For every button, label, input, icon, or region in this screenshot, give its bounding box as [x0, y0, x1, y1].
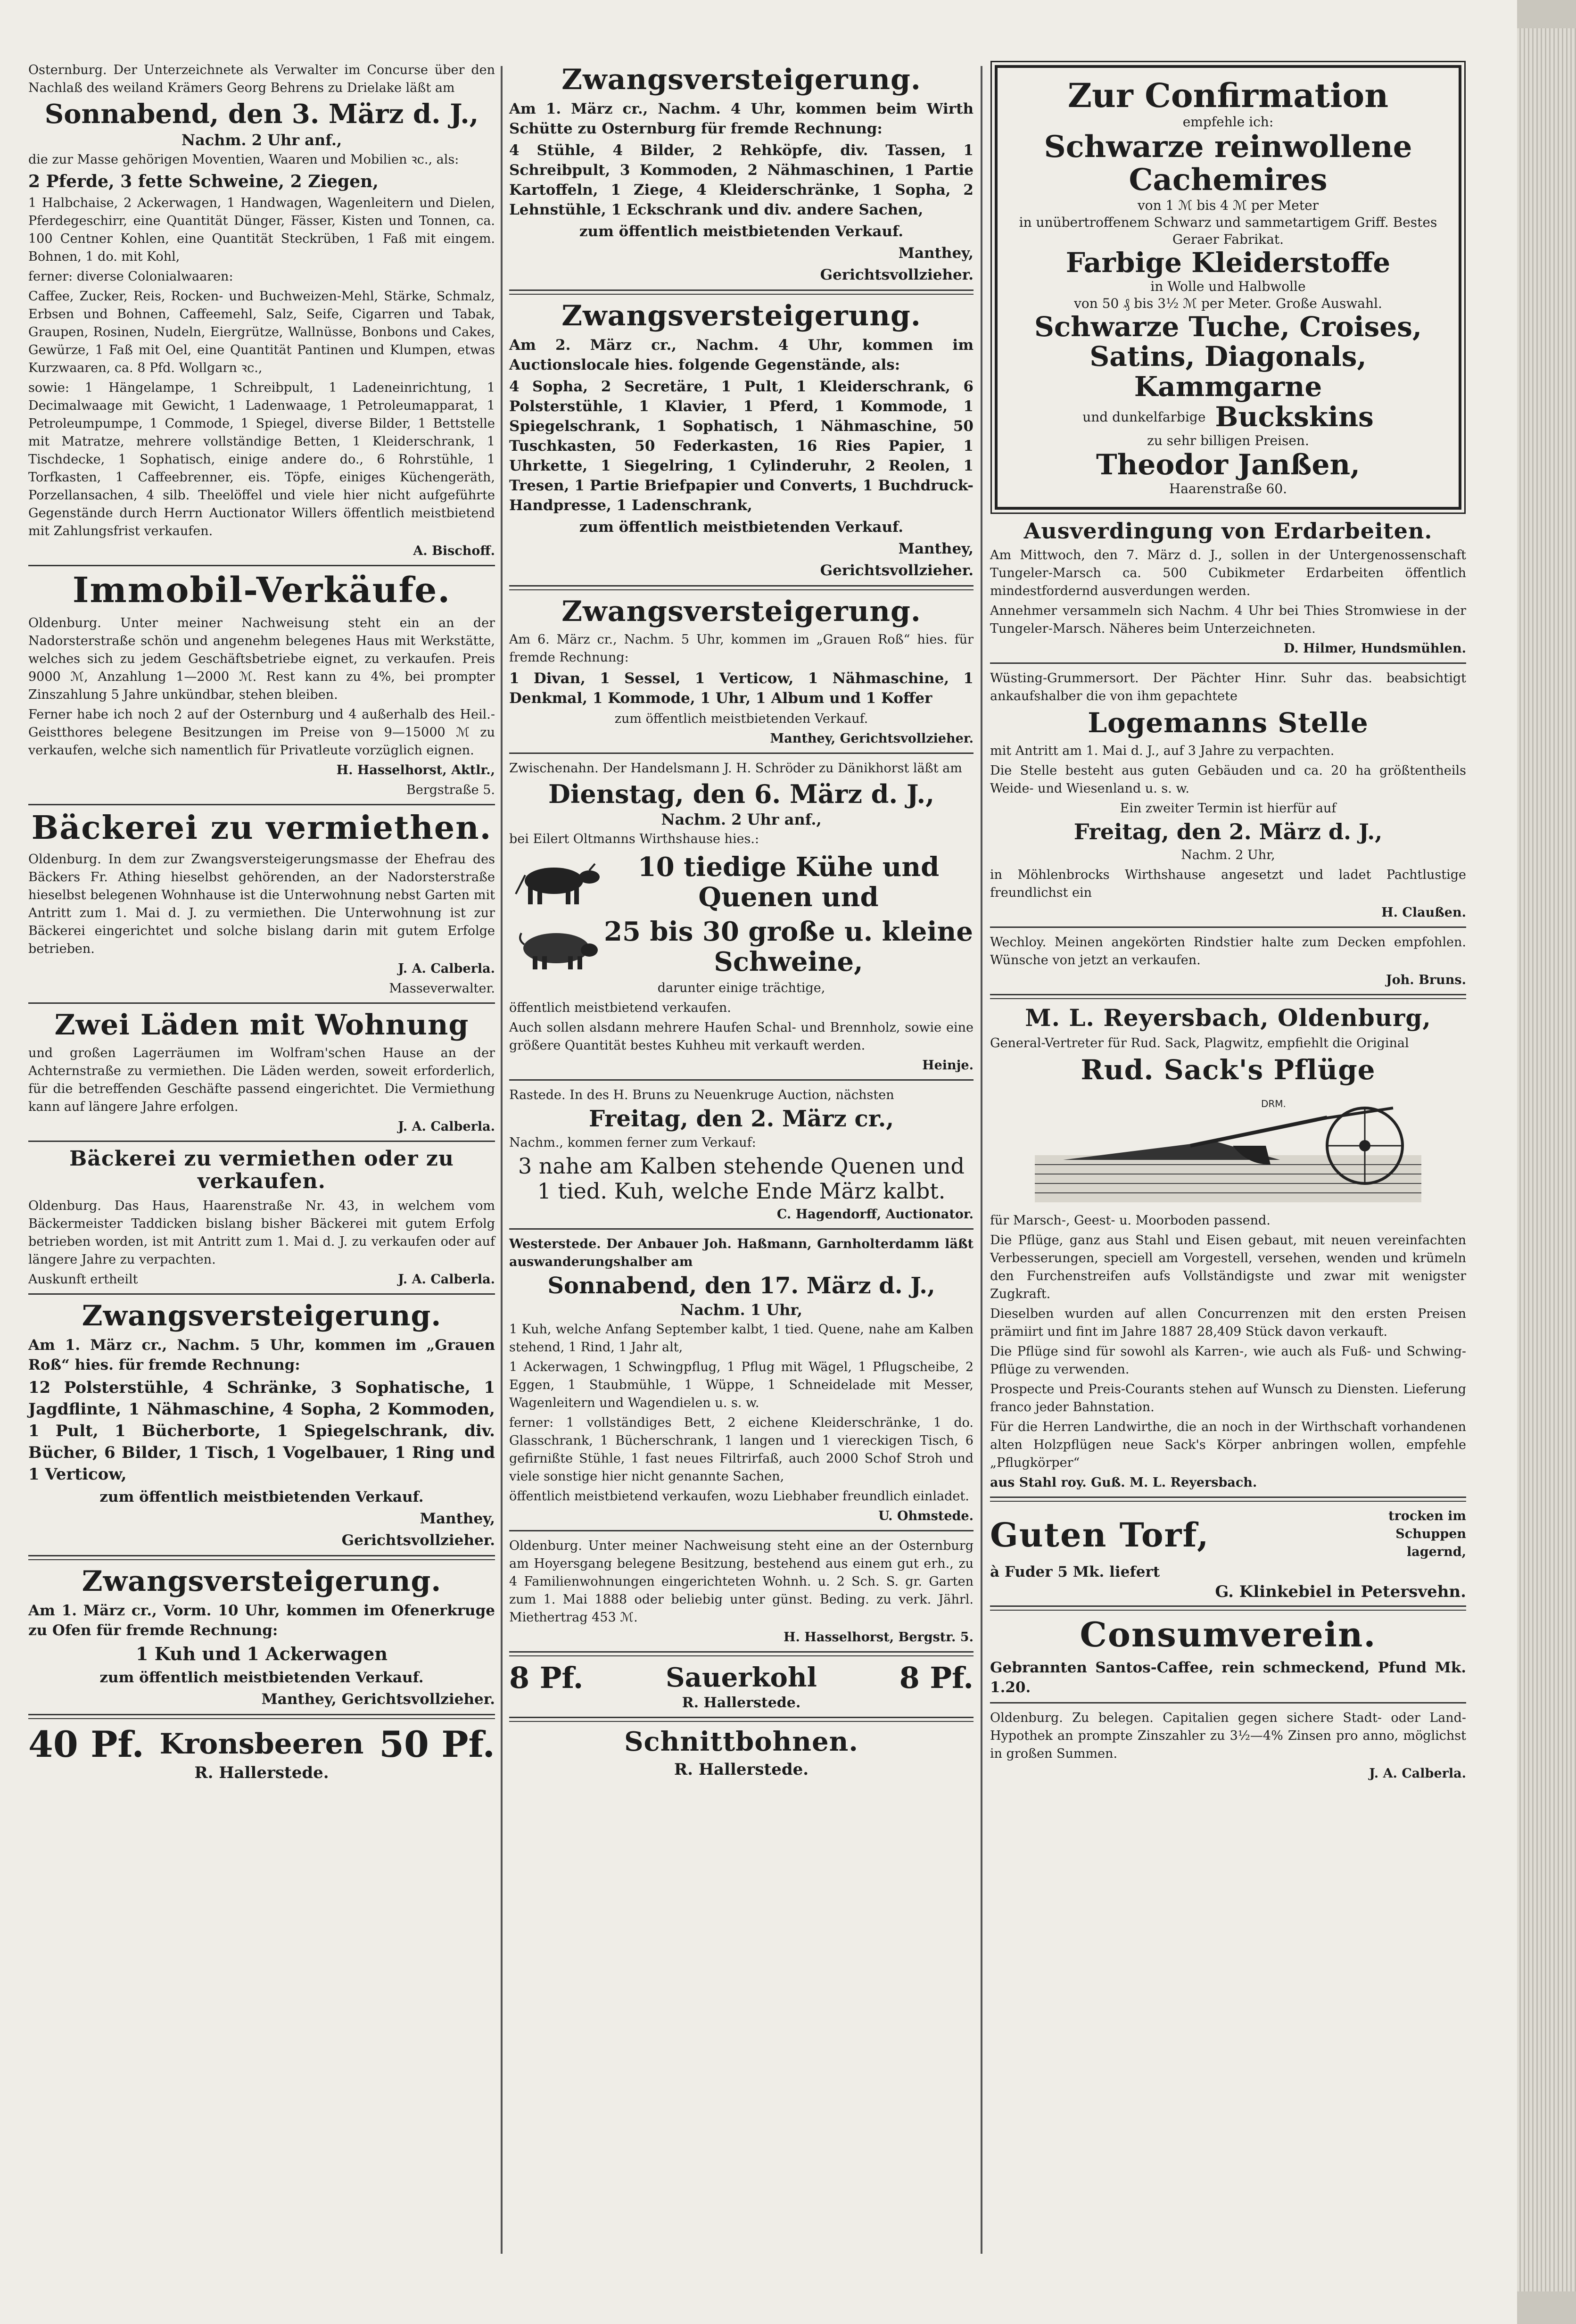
ad-date: Sonnabend, den 3. März d. J., [44, 99, 479, 130]
ad-text: mit Antritt am 1. Mai d. J., auf 3 Jahre zu verpachten. [990, 744, 1335, 759]
column-2 [509, 61, 974, 1780]
ad-sauerkohl [509, 1662, 974, 1712]
merchant-name: Theodor Janßen, [1096, 448, 1361, 481]
ad-text: Ferner habe ich noch 2 auf der Osternburg und 4 außerhalb des Heil.-Geistthores belegene Besitzungen im Preise von 9—15000 ℳ zu verkaufen, welche sich namentlich für Privatleute vorzüglich eignen. [28, 707, 495, 758]
ad-text: Oldenburg. Unter meiner Nachweisung steht eine an der Osternburg am Hoyersgang belegene Besitzung, bestehend aus einem gut erh., zu 4 Familienwohnungen eingerichteten Wohnh. u. 2 Sch. S. gr. Garten zum 1. Mai 1888 oder beliebig unter günst. Beding. zu verk. Jährl. Miethertrag 453 ℳ. [509, 1538, 974, 1625]
ad-heading: Zwangsversteigerung. [561, 299, 921, 332]
plough-label: DRM. [1261, 1098, 1286, 1109]
ad-heading: Schnittbohnen. [624, 1726, 858, 1757]
livestock-cows: 10 tiedige Kühe und Quenen und [637, 852, 940, 913]
ad-zwangsversteigerung-a [509, 64, 974, 285]
ad-text: Am 2. März cr., Nachm. 4 Uhr, kommen im Auctionslocale hies. folgende Gegenstände, als: [509, 337, 974, 373]
ad-text: Am Mittwoch, den 7. März d. J., sollen in der Untergenossenschaft Tungeler-Marsch ca. 500 Cubikmeter Erdarbeiten öffentlich mindestfordernd ausverdungen werden. [990, 548, 1466, 599]
ad-text: Am 1. März cr., Vorm. 10 Uhr, kommen im Ofenerkruge zu Ofen für fremde Rechnung: [28, 1602, 495, 1639]
ad-text: und großen Lagerräumen im Wolfram'schen Hause an der Achternstraße zu vermiethen. Die Läden werden, soweit erforderlich, für die betreffenden Geschäfte passend eingerichtet. Die Vermiethung kann auf längere Jahre erfolgen. [28, 1045, 495, 1114]
separator [509, 585, 974, 590]
ad-signature: Manthey, [898, 540, 974, 557]
ad-rastede [509, 1086, 974, 1224]
ad-signature: Manthey, Gerichtsvollzieher. [261, 1690, 495, 1708]
ad-baeckerei-vermiethen [28, 811, 495, 997]
ad-zwangsversteigerung-2 [28, 1566, 495, 1709]
ad-text: öffentlich meistbietend verkaufen, wozu Liebhaber freundlich einladet. [509, 1489, 969, 1504]
ad-text: ferner: 1 vollständiges Bett, 2 eichene Kleiderschränke, 1 do. Glasschrank, 1 Bücherschrank, 1 langen und 1 viereckigen Tisch, 6 gefirnißte Stühle, 1 fast neues Filtrirfaß, auch 2000 Schof Stroh und viele sonstige hier nicht genannte Sachen, [509, 1415, 974, 1484]
ad-westerstede [509, 1235, 974, 1525]
ad-text: aus Stahl roy. Guß. M. L. Reyersbach. [990, 1475, 1257, 1490]
separator [990, 994, 1466, 999]
ad-text: für Marsch-, Geest- u. Moorboden passend. [990, 1213, 1271, 1228]
ad-text: Oldenburg. In dem zur Zwangsversteigerungsmasse der Ehefrau des Bäckers Fr. Athing hieselbst gehörenden, an der Nadorsterstraße hieselbst belegenen Wohnhause ist die Unterwohnung nebst Garten mit Antritt zum 1. Mai d. J. zu vermiethen. Die Unterwohnung ist zur Bäckerei eingerichtet und solche bislang darin mit gutem Erfolge betrieben. [28, 852, 495, 956]
ad-signature: J. A. Calberla. [1369, 1766, 1466, 1781]
ad-heading: Zwei Läden mit Wohnung [54, 1008, 469, 1042]
ad-zwangsversteigerung-1 [28, 1300, 495, 1550]
ad-wechloy [990, 934, 1466, 989]
ad-text: zu sehr billigen Preisen. [1147, 432, 1309, 448]
column-rule-1 [501, 66, 503, 2254]
price-banner [28, 1725, 495, 1764]
ad-time: Nachm. 1 Uhr, [680, 1300, 803, 1319]
ad-heading: Zwangsversteigerung. [82, 1564, 442, 1598]
ad-text: Am 6. März cr., Nachm. 5 Uhr, kommen im „Grauen Roß“ hies. für fremde Rechnung: [509, 632, 974, 665]
ad-items: 12 Polsterstühle, 4 Schränke, 3 Sophatische, 1 Jagdflinte, 1 Nähmaschine, 4 Sopha, 2 Kommoden, 1 Pult, 1 Bücherborte, 1 Spiegelschrank, div. Bücher, 6 Bilder, 1 Tisch, 1 Vogelbauer, 1 Ring und 1 Verticow, [28, 1378, 495, 1484]
ad-text: zum öffentlich meistbietenden Verkauf. [579, 519, 904, 536]
ad-date: Freitag, den 2. März d. J., [1073, 819, 1383, 845]
ad-heading: Zwangsversteigerung. [82, 1299, 442, 1332]
ad-text: und dunkelfarbige [1082, 409, 1206, 425]
separator [509, 1717, 974, 1722]
ad-date: Sonnabend, den 17. März d. J., [547, 1272, 935, 1299]
ad-signature: Joh. Bruns. [1386, 973, 1466, 988]
separator [509, 1530, 974, 1531]
ad-text: bei Eilert Oltmanns Wirthshause hies.: [509, 832, 759, 847]
price-left: 8 Pf. [509, 1660, 584, 1695]
page-edges [1517, 28, 1576, 2291]
ad-product-line [1009, 402, 1447, 432]
ad-text: Oldenburg. Unter meiner Nachweisung steht ein an der Nadorsterstraße schön und angenehm belegenes Haus mit Werkstätte, welches sich zu jedem Geschäftsbetriebe eignet, zu verkaufen. Preis 9000 ℳ, Anzahlung 1—2000 ℳ. Rest kann zu 4%, bei prompter Zinszahlung 5 Jahre unkündbar, stehen bleiben. [28, 616, 495, 703]
ad-text: Wechloy. Meinen angekörten Rindstier halte zum Decken empfohlen. Wünsche von jetzt an verkaufen. [990, 935, 1466, 968]
price-right: 8 Pf. [899, 1660, 974, 1695]
separator [28, 1555, 495, 1560]
ad-text: zum öffentlich meistbietenden Verkauf. [614, 711, 868, 726]
ad-text: Die Pflüge sind für sowohl als Karren-, wie auch als Fuß- und Schwing-Pflüge zu verwenden. [990, 1344, 1466, 1377]
separator [28, 1141, 495, 1142]
separator [990, 662, 1466, 664]
ad-text: Oldenburg. Zu belegen. Capitalien gegen sichere Stadt- oder Land-Hypothek an prompte Zinszahler zu 3½—4% Zinsen pro anno, möglichst in großen Summen. [990, 1710, 1466, 1761]
ad-schnittbohnen [509, 1728, 974, 1778]
ad-oldenburg-house [509, 1537, 974, 1646]
ad-product: Buckskins [1215, 400, 1374, 433]
ad-signature: H. Hasselhorst, Aktlr., [336, 763, 495, 778]
separator [28, 804, 495, 805]
ad-immobil [28, 572, 495, 799]
ad-heading: Immobil-Verkäufe. [72, 570, 451, 611]
ad-text: Am 1. März cr., Nachm. 5 Uhr, kommen im „Grauen Roß“ hies. für fremde Rechnung: [28, 1336, 495, 1373]
price-banner [509, 1662, 974, 1694]
ad-text: 1 Halbchaise, 2 Ackerwagen, 1 Handwagen, Wagenleitern und Dielen, Pferdegeschirr, eine Quantität Dünger, Fässer, Kisten und Tonnen, ca. 100 Centner Kohlen, eine Quantität Steckrüben, 1 Faß mit eingem. Bohnen, 1 do. mit Kohl, [28, 196, 495, 265]
ad-signature: R. Hallerstede. [674, 1760, 809, 1779]
ad-heading: Zwangsversteigerung. [561, 595, 921, 628]
ad-text: zum öffentlich meistbietenden Verkauf. [99, 1488, 424, 1505]
column-3 [990, 61, 1466, 1785]
separator [28, 1293, 495, 1295]
livestock-line-pigs [509, 915, 974, 979]
ad-text: à Fuder 5 Mk. liefert [990, 1563, 1160, 1580]
ad-text: öffentlich meistbietend verkaufen. [509, 1000, 731, 1015]
ad-date: Dienstag, den 6. März d. J., [548, 779, 934, 809]
ad-text: Prospecte und Preis-Courants stehen auf Wunsch zu Diensten. Lieferung franco jeder Bahnstation. [990, 1381, 1466, 1414]
separator [509, 1651, 974, 1656]
separator [990, 1702, 1466, 1704]
ad-text: trocken im Schuppen lagernd, [1388, 1508, 1466, 1559]
ad-product: Schwarze reinwollene Cachemires [1044, 129, 1412, 198]
ad-baeckerei-verkaufen [28, 1148, 495, 1289]
pig-icon [509, 921, 603, 973]
ad-heading: Consumverein. [1080, 1614, 1377, 1654]
ad-text-bold: 2 Pferde, 3 fette Schweine, 2 Ziegen, [28, 172, 379, 192]
ad-time: Nachm. 2 Uhr anf., [181, 131, 342, 149]
ad-text: 1 Kuh, welche Anfang September kalbt, 1 tied. Quene, nahe am Kalben stehend, 1 Rind, 1 Jahr alt, [509, 1322, 974, 1355]
product-name: Kronsbeeren [159, 1728, 364, 1761]
ad-signature: Manthey, [420, 1510, 495, 1527]
ad-text: Osternburg. Der Unterzeichnete als Verwalter im Concurse über den Nachlaß des weiland Krämers Georg Behrens zu Drielake läßt am [28, 63, 495, 95]
ad-offer: 3 nahe am Kalben stehende Quenen und 1 tied. Kuh, welche Ende März kalbt. [518, 1153, 965, 1204]
ad-reyersbach [990, 1005, 1466, 1492]
ad-zwischenahn [509, 760, 974, 1075]
ad-confirmation-box [995, 65, 1461, 510]
product-name: Sauerkohl [666, 1662, 817, 1694]
ad-items: 4 Sopha, 2 Secretäre, 1 Pult, 1 Kleiderschrank, 6 Polsterstühle, 1 Klavier, 1 Pferd, 1 Kommode, 1 Spiegelschrank, 1 Sophatisch, 1 Nähmaschine, 50 Tuschkasten, 50 Federkasten, 16 Ries Papier, 1 Uhrkette, 1 Siegelring, 1 Cylinderuhr, 2 Reolen, 1 Tresen, 1 Partie Briefpapier und Converts, 1 Buchdruck-Handpresse, 1 Ladenschrank, [509, 378, 974, 514]
separator [990, 926, 1466, 928]
ad-heading: M. L. Reyersbach, Oldenburg, [1025, 1004, 1431, 1032]
ad-text: General-Vertreter für Rud. Sack, Plagwitz, empfiehlt die Original [990, 1036, 1409, 1051]
ad-text: darunter einige trächtige, [657, 980, 825, 995]
ad-text: Die Stelle besteht aus guten Gebäuden und ca. 20 ha größtentheils Weide- und Wiesenland u. s. w. [990, 763, 1466, 796]
ad-time: Nachm. 2 Uhr, [1181, 848, 1275, 863]
ad-text: Rastede. In des H. Bruns zu Neuenkruge Auction, nächsten [509, 1087, 894, 1102]
ad-wuesting [990, 670, 1466, 922]
ad-text: Für die Herren Landwirthe, die an noch in der Wirthschaft vorhandenen alten Holzpflügen neue Sack's Körper anbringen wollen, empfehle „Pflugkörper“ [990, 1419, 1466, 1470]
ad-signature: H. Claußen. [1381, 905, 1466, 920]
price-left: 40 Pf. [28, 1723, 144, 1765]
ad-heading: Ausverdingung von Erdarbeiten. [1023, 518, 1433, 544]
ad-address: Bergstraße 5. [406, 783, 495, 798]
merchant-address: Haarenstraße 60. [1169, 480, 1287, 496]
column-1 [28, 61, 495, 1784]
ad-text: in Wolle und Halbwolle [1150, 278, 1306, 294]
ad-signature: C. Hagendorff, Auctionator. [776, 1207, 974, 1222]
plough-image [1035, 1089, 1421, 1207]
ad-text: Annehmer versammeln sich Nachm. 4 Uhr bei Thies Stromwiese in der Tungeler-Marsch. Näheres beim Unterzeichneten. [990, 604, 1466, 637]
ad-zwangsversteigerung-c [509, 596, 974, 748]
price-right: 50 Pf. [379, 1723, 495, 1765]
ad-signature: J. A. Calberla. [398, 1272, 495, 1287]
ad-text: 1 Ackerwagen, 1 Schwingpflug, 1 Pflug mit Wägel, 1 Pflugscheibe, 2 Eggen, 1 Staubmühle, 1 Wüppe, 1 Schneidelade mit Messer, Wagenleitern und Wagendielen u. s. w. [509, 1359, 974, 1410]
livestock-line-cows [509, 850, 974, 915]
ad-signature: R. Hallerstede. [682, 1695, 801, 1711]
ad-product: Farbige Kleiderstoffe [1065, 246, 1391, 279]
ad-footer [28, 1271, 495, 1289]
ad-signature: J. A. Calberla. [398, 1119, 495, 1134]
ad-role: Gerichtsvollzieher. [820, 562, 974, 579]
ad-text: Caffee, Zucker, Reis, Rocken- und Buchweizen-Mehl, Stärke, Schmalz, Erbsen und Bohnen, Caffeemehl, Salz, Seife, Cigarren und Tabak, Graupen, Rosinen, Nudeln, Eiergrütze, Wallnüsse, Bonbons und Cakes, Gewürze, 1 Faß mit Oel, eine Quantität Pantinen und Klumpen, etwas Kurzwaaren, ca. 8 Pfd. Wollgarn ꝛc., [28, 289, 495, 376]
ad-signature: U. Ohmstede. [878, 1508, 974, 1523]
ad-role: Gerichtsvollzieher. [820, 266, 974, 283]
ad-text: zum öffentlich meistbietenden Verkauf. [99, 1669, 424, 1686]
ad-footer-left: Auskunft ertheilt [28, 1272, 138, 1287]
ad-text: Westerstede. Der Anbauer Joh. Haßmann, Garnholterdamm läßt auswanderungshalber am [509, 1236, 974, 1269]
ad-heading: Zur Confirmation [1067, 76, 1389, 115]
ad-text: Gebrannten Santos-Caffee, rein schmeckend, Pfund Mk. 1.20. [990, 1659, 1466, 1696]
ad-signature: A. Bischoff. [413, 544, 495, 559]
separator [990, 1497, 1466, 1502]
ad-torf [990, 1507, 1466, 1601]
ad-text: Auch sollen alsdann mehrere Haufen Schal- und Brennholz, sowie eine größere Quantität bestes Kuhheu mit verkauft werden. [509, 1020, 974, 1053]
separator [509, 753, 974, 754]
separator [28, 1002, 495, 1004]
separator [28, 1714, 495, 1719]
ad-heading-line [990, 1507, 1466, 1563]
ad-role: Gerichtsvollzieher. [341, 1531, 495, 1549]
ad-text: von 1 ℳ bis 4 ℳ per Meter [1137, 197, 1319, 213]
ad-signature: J. A. Calberla. [398, 961, 495, 976]
ad-text: sowie: 1 Hängelampe, 1 Schreibpult, 1 Ladeneinrichtung, 1 Decimalwaage mit Gewicht, 1 Ladenwaage, 1 Petroleumapparat, 1 Petroleumpumpe, 1 Commode, 1 Spiegel, diverse Bilder, 1 Bettstelle mit Matratze, mehrere vollständige Betten, 1 Kleiderschrank, 1 Tischdecke, 1 Sophatisch, einige andere do., 6 Rohrstühle, 1 Torfkasten, 1 Caffeebrenner, eis. Töpfe, einiges Küchengeräth, Porzellansachen, 4 silb. Theelöffel und viele hier nicht aufgeführte Gegenstände durch Herrn Auctionator Willers öffentlich meistbietend mit Zahlungsfrist verkaufen. [28, 380, 495, 539]
ad-heading: Zwangsversteigerung. [561, 63, 921, 96]
ad-text: von 50 ₰ bis 3½ ℳ per Meter. Große Auswahl. [1074, 295, 1382, 311]
ad-role: Masseverwalter. [389, 981, 495, 996]
ad-zwangsversteigerung-b [509, 300, 974, 580]
ad-product: Schwarze Tuche, Croises, Satins, Diagonals, Kammgarne [1034, 310, 1422, 403]
ad-consumverein [990, 1616, 1466, 1697]
ad-text: empfehle ich: [1182, 114, 1274, 130]
separator [990, 1605, 1466, 1611]
ad-signature: R. Hallerstede. [194, 1763, 329, 1783]
ad-signature: D. Hilmer, Hundsmühlen. [1283, 641, 1466, 656]
ad-text: Ein zweiter Termin ist hierfür auf [1120, 801, 1337, 816]
ad-items: 4 Stühle, 4 Bilder, 2 Rehköpfe, div. Tassen, 1 Schreibpult, 3 Kommoden, 2 Nähmaschinen, 1 Partie Kartoffeln, 1 Ziege, 4 Kleiderschränke, 1 Sopha, 2 Lehnstühle, 1 Eckschrank und div. andere Sachen, [509, 142, 974, 218]
ad-heading: Logemanns Stelle [1088, 707, 1369, 739]
ad-signature: Manthey, Gerichtsvollzieher. [770, 731, 974, 746]
ad-heading: Guten Torf, [990, 1515, 1210, 1555]
ad-time: Nachm. 2 Uhr anf., [661, 811, 822, 829]
ad-items: 1 Kuh und 1 Ackerwagen [136, 1643, 388, 1664]
livestock-pigs: 25 bis 30 große u. kleine Schweine, [603, 916, 973, 978]
ad-osternburg-auction [28, 61, 495, 560]
ad-zwei-laeden [28, 1009, 495, 1136]
separator [509, 289, 974, 295]
cow-icon [509, 856, 603, 908]
ad-text: Oldenburg. Das Haus, Haarenstraße Nr. 43, in welchem vom Bäckermeister Taddicken bislang bisher Bäckerei mit gutem Erfolg betrieben worden, ist mit Antritt zum 1. Mai d. J. zu verkaufen oder auf längere Jahre zu verpachten. [28, 1198, 495, 1267]
ad-text: Zwischenahn. Der Handelsmann J. H. Schröder zu Dänikhorst läßt am [509, 761, 962, 776]
separator [509, 1079, 974, 1081]
ad-heading: Bäckerei zu vermiethen. [31, 809, 492, 847]
separator [509, 1228, 974, 1230]
ad-text: ferner: diverse Colonialwaaren: [28, 269, 233, 284]
column-rule-2 [981, 66, 982, 2254]
ad-text: Wüsting-Grummersort. Der Pächter Hinr. Suhr das. beabsichtigt ankaufshalber die von ihm gepachtete [990, 671, 1466, 704]
ad-text: Dieselben wurden auf allen Concurrenzen mit den ersten Preisen prämiirt und fint im Jahre 1887 28,409 Stück davon verkauft. [990, 1306, 1466, 1339]
ad-signature: H. Hasselhorst, Bergstr. 5. [784, 1629, 974, 1645]
ad-kronsbeeren [28, 1725, 495, 1782]
ad-heading: Bäckerei zu vermiethen oder zu verkaufen. [69, 1146, 454, 1194]
ad-text: in Möhlenbrocks Wirthshause angesetzt und ladet Pachtlustige freundlichst ein [990, 868, 1466, 901]
ad-text: Nachm., kommen ferner zum Verkauf: [509, 1135, 756, 1150]
ad-signature: Manthey, [898, 245, 974, 262]
separator [28, 565, 495, 566]
ad-signature: Heinje. [922, 1058, 974, 1073]
ad-text: in unübertroffenem Schwarz und sammetartigem Griff. Bestes Geraer Fabrikat. [1019, 214, 1437, 247]
ad-capital [990, 1709, 1466, 1783]
ad-items: 1 Divan, 1 Sessel, 1 Verticow, 1 Nähmaschine, 1 Denkmal, 1 Kommode, 1 Uhr, 1 Album und 1 Koffer [509, 670, 974, 707]
ad-text: zum öffentlich meistbietenden Verkauf. [579, 223, 904, 240]
ad-erdarbeiten [990, 519, 1466, 658]
plough-illustration [990, 1089, 1466, 1207]
product-heading: Rud. Sack's Pflüge [1081, 1054, 1376, 1086]
ad-text: Die Pflüge, ganz aus Stahl und Eisen gebaut, mit neuen vereinfachten Verbesserungen, speciell am Vorgestell, versehen, wenden und krümeln den Furchenstreifen aufs Vollständigste und zwar mit wenigster Zugkraft. [990, 1232, 1466, 1301]
ad-date: Freitag, den 2. März cr., [588, 1105, 894, 1132]
ad-signature: G. Klinkebiel in Petersvehn. [1215, 1582, 1466, 1601]
ad-text: die zur Masse gehörigen Moventien, Waaren und Mobilien ꝛc., als: [28, 152, 459, 167]
ad-text: Am 1. März cr., Nachm. 4 Uhr, kommen beim Wirth Schütte zu Osternburg für fremde Rechnung: [509, 100, 974, 137]
